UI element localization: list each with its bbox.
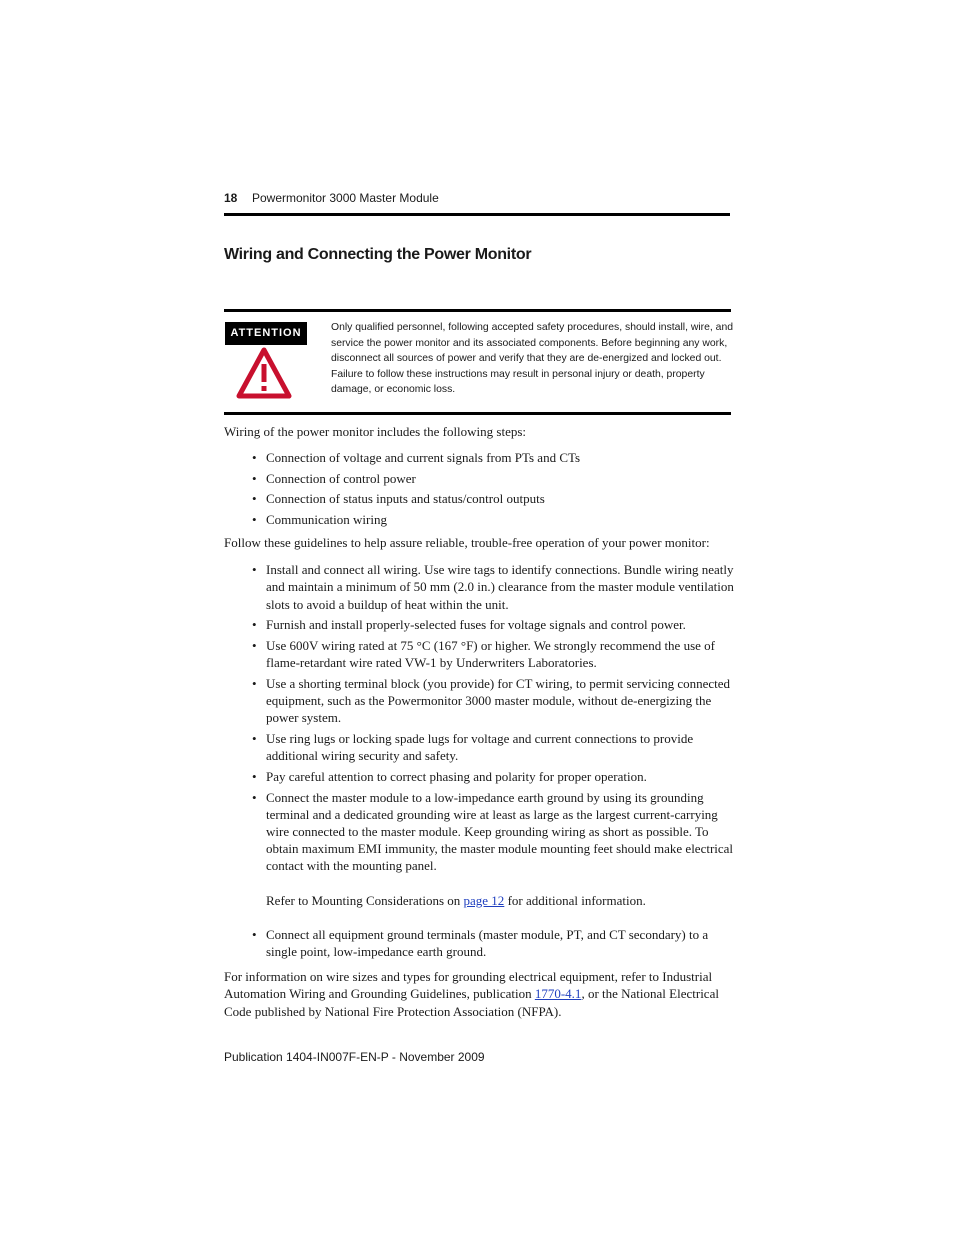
- bullet: •: [252, 637, 257, 653]
- list-item: • Connection of status inputs and status/control outputs: [252, 491, 545, 507]
- list-item: • Connection of voltage and current signals from PTs and CTs: [252, 450, 581, 466]
- attention-text: Only qualified personnel, following accepted safety procedures, should install, wire, and service the power monitor and its associated components. Before beginning any work, disconnect all sources of power and verify that they are de-energized and locked out. Failure to follow these instructions may result in personal injury or death, property damage, or economic loss.: [331, 322, 734, 395]
- publication-footer: Publication 1404-IN007F-EN-P - November 2009: [224, 1050, 485, 1064]
- bullet: •: [252, 491, 257, 507]
- bullet: •: [252, 450, 257, 466]
- bullet: •: [252, 789, 257, 805]
- header-rule: [224, 213, 730, 216]
- header-title: Powermonitor 3000 Master Module: [252, 191, 439, 205]
- attention-rule-top: [224, 309, 731, 312]
- list-item: • Connect all equipment ground terminals (master module, PT, and CT secondary) to a single point, low-impedance earth ground.: [252, 926, 709, 959]
- page-number: 18: [224, 191, 238, 205]
- bullet: •: [252, 511, 257, 527]
- page-header: [224, 191, 730, 217]
- bullet: •: [252, 562, 257, 578]
- list-item: • Connect the master module to a low-impedance earth ground by using its grounding terminal and a dedicated grounding wire at least as large as the largest current-carrying wire connected to the master module. Keep grounding wiring as short as possible. To obtain maximum EMI immunity, the master module mounting feet should make electrical contact with the mounting panel. Refer to Mounting Considerations on page 12 for additional information.: [252, 789, 734, 908]
- list-item: • Communication wiring: [252, 511, 387, 527]
- attention-label: ATTENTION: [225, 322, 307, 345]
- bullet: •: [252, 730, 257, 746]
- list-item: • Connection of control power: [252, 470, 416, 486]
- publication-1770-link[interactable]: 1770-4.1: [534, 986, 582, 1002]
- refer-line: Refer to Mounting Considerations on page 12 for additional information.: [266, 892, 646, 908]
- page-12-link[interactable]: page 12: [463, 892, 505, 908]
- list-item: • Use a shorting terminal block (you provide) for CT wiring, to permit servicing connected equipment, such as the Powermonitor 3000 master module, without de-energizing the power system.: [252, 675, 731, 726]
- body-content: [224, 423, 734, 1020]
- steps-list: [224, 449, 734, 528]
- warning-triangle-icon: [236, 347, 292, 399]
- bullet: •: [252, 470, 257, 486]
- list-item: • Install and connect all wiring. Use wire tags to identify connections. Bundle wiring neatly and maintain a minimum of 50 mm (2.0 in.) clearance from the master module ventilation slots to avoid a buildup of heat within the unit.: [252, 562, 734, 612]
- list-item: • Use ring lugs or locking spade lugs for voltage and current connections to provide additional wiring security and safety.: [252, 730, 694, 764]
- attention-rule-bottom: [224, 412, 731, 415]
- list-item: • Use 600V wiring rated at 75 °C (167 °F) or higher. We strongly recommend the use of flame-retardant wire rated VW-1 by Underwriters Laboratories.: [252, 637, 715, 671]
- guidelines-list: [224, 561, 734, 960]
- list-item: • Pay careful attention to correct phasing and polarity for proper operation.: [252, 768, 647, 784]
- list-item: • Furnish and install properly-selected fuses for voltage signals and control power.: [252, 617, 686, 633]
- bullet: •: [252, 926, 257, 942]
- section-title: Wiring and Connecting the Power Monitor: [224, 246, 532, 263]
- attention-box: [224, 309, 734, 415]
- grounding-info: For information on wire sizes and types for grounding electrical equipment, refer to Industrial Automation Wiring and Grounding Guidelines, publication 1770-4.1, or the National Electrical Code published by National Fire Protection Association (NFPA).: [224, 969, 719, 1019]
- bullet: •: [252, 768, 257, 784]
- bullet: •: [252, 617, 257, 633]
- steps-intro: Wiring of the power monitor includes the following steps:: [224, 424, 527, 439]
- guidelines-intro: Follow these guidelines to help assure reliable, trouble-free operation of your power monitor:: [224, 534, 710, 550]
- bullet: •: [252, 675, 257, 691]
